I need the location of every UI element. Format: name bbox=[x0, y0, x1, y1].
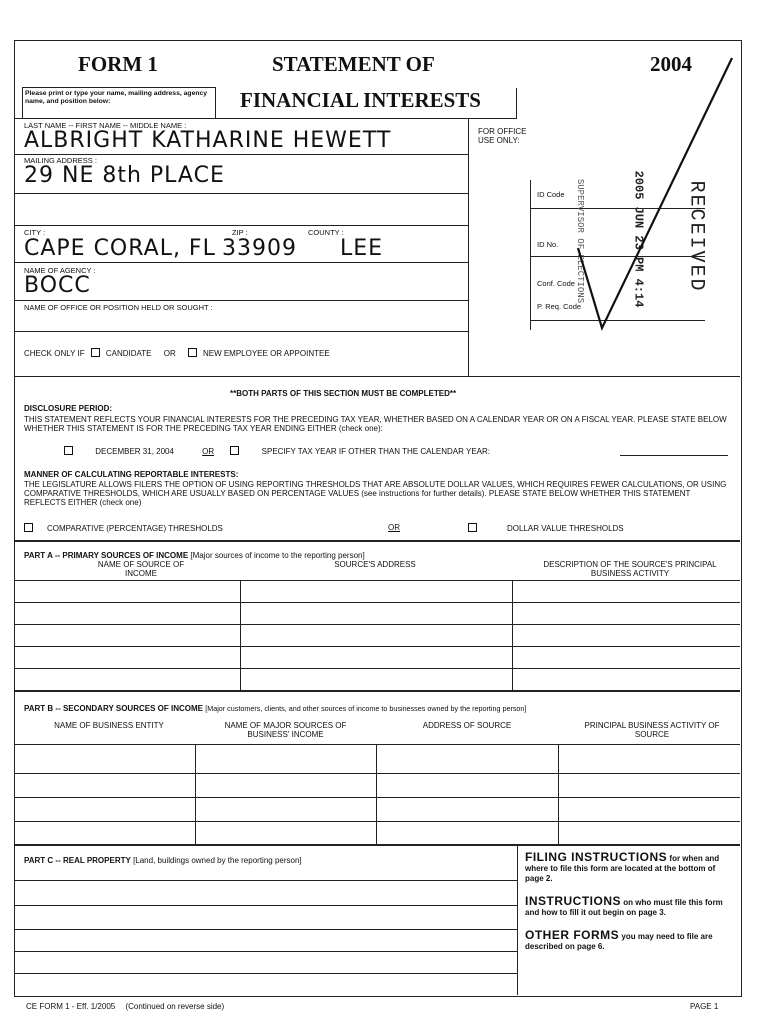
period-or: OR bbox=[202, 447, 215, 456]
form-year: 2004 bbox=[650, 52, 692, 76]
agency-value[interactable]: BOCC bbox=[24, 273, 91, 298]
new-employee-checkbox[interactable] bbox=[188, 348, 197, 357]
or-label: OR bbox=[163, 349, 176, 358]
candidate-checkbox[interactable] bbox=[91, 348, 100, 357]
footer-form-id: CE FORM 1 - Eff. 1/2005 bbox=[26, 1002, 116, 1011]
footer-page: PAGE 1 bbox=[690, 1002, 719, 1011]
received-stamp: RECEIVED bbox=[684, 180, 708, 293]
part-a-subtitle: [Major sources of income to the reporting person] bbox=[190, 551, 365, 560]
dollar-option bbox=[468, 523, 624, 533]
instr-head: INSTRUCTIONS bbox=[525, 894, 621, 908]
dollar-checkbox[interactable] bbox=[468, 523, 477, 532]
manner-heading: MANNER OF CALCULATING REPORTABLE INTERESTS: bbox=[24, 470, 239, 479]
instructions-panel bbox=[525, 852, 733, 952]
dollar-label: DOLLAR VALUE THRESHOLDS bbox=[507, 524, 624, 533]
other-forms bbox=[525, 930, 733, 952]
print-instruction: Please print or type your name, mailing address, agency name, and position below: bbox=[25, 90, 208, 105]
specify-label: SPECIFY TAX YEAR IF OTHER THAN THE CALENDAR YEAR: bbox=[261, 447, 490, 456]
statement-title-line2: FINANCIAL INTERESTS bbox=[240, 88, 481, 112]
candidate-label: CANDIDATE bbox=[105, 349, 152, 358]
other-text: you may need to file are described on page 6. bbox=[525, 932, 713, 951]
who-must-file bbox=[525, 896, 733, 918]
part-c-subtitle: [Land, buildings owned by the reporting person] bbox=[133, 856, 302, 865]
dec-31-checkbox[interactable] bbox=[64, 446, 73, 455]
check-only-row bbox=[24, 348, 330, 358]
county-value[interactable]: LEE bbox=[340, 236, 384, 261]
city-value[interactable]: CAPE CORAL, FL bbox=[24, 236, 216, 261]
office-label: NAME OF OFFICE OR POSITION HELD OR SOUGHT : bbox=[24, 303, 213, 312]
manner-text: THE LEGISLATURE ALLOWS FILERS THE OPTION OF USING REPORTING THRESHOLDS THAT ARE ABSOLUTE DOLLAR VALUES, WHICH REQUIRES FEWER CALCULATIONS, OR USING COMPARATIVE THRESHOLDS, WHICH ARE USUALLY BASED ON PERCENTAGE VALUES (see instructions for further details). PLEASE STATE BELOW WHETHER THIS STATEMENT REFLECTS EITHER (check one) bbox=[24, 480, 727, 507]
agency-label: NAME OF AGENCY : bbox=[24, 266, 96, 275]
part-a-col3: DESCRIPTION OF THE SOURCE'S PRINCIPAL BUSINESS ACTIVITY bbox=[543, 560, 717, 578]
mailing-value[interactable]: 29 NE 8th PLACE bbox=[24, 163, 225, 188]
filing-head: FILING INSTRUCTIONS bbox=[525, 850, 668, 864]
office-use-line1: FOR OFFICE bbox=[478, 127, 527, 136]
office-use-label bbox=[478, 127, 526, 145]
footer-continued: (Continued on reverse side) bbox=[125, 1002, 225, 1011]
part-c-title-row bbox=[24, 856, 302, 865]
check-only-label: CHECK ONLY IF bbox=[24, 349, 85, 358]
part-b-col3: ADDRESS OF SOURCE bbox=[422, 721, 512, 730]
part-b-subtitle: [Major customers, clients, and other sources of income to businesses owned by the reporting person] bbox=[205, 704, 527, 713]
part-b-title-row bbox=[24, 704, 526, 713]
filing-instructions bbox=[525, 852, 733, 884]
new-employee-label: NEW EMPLOYEE OR APPOINTEE bbox=[202, 349, 330, 358]
zip-value[interactable]: 33909 bbox=[222, 236, 297, 261]
part-b-col1: NAME OF BUSINESS ENTITY bbox=[54, 721, 164, 730]
comparative-checkbox[interactable] bbox=[24, 523, 33, 532]
both-parts-banner: **BOTH PARTS OF THIS SECTION MUST BE COMPLETED** bbox=[230, 389, 457, 398]
stamp-office: SUPERVISOR OF ELECTIONS bbox=[575, 178, 586, 304]
specify-checkbox[interactable] bbox=[230, 446, 239, 455]
county-label: COUNTY : bbox=[308, 228, 344, 237]
threshold-or: OR bbox=[388, 523, 400, 532]
name-label: LAST NAME -- FIRST NAME -- MIDDLE NAME : bbox=[24, 121, 187, 130]
stamp-date: 2005 JUN 23 PM 4:14 bbox=[631, 170, 646, 308]
comparative-option bbox=[24, 523, 223, 533]
part-b-title: PART B -- SECONDARY SOURCES OF INCOME bbox=[24, 704, 203, 713]
city-label: CITY : bbox=[24, 228, 46, 237]
instr-text: on who must file this form and how to fill it out begin on page 3. bbox=[525, 898, 723, 917]
part-c-title: PART C -- REAL PROPERTY bbox=[24, 856, 131, 865]
part-b-col2: NAME OF MAJOR SOURCES OF BUSINESS' INCOME bbox=[224, 721, 347, 739]
p-req-code-label: P. Req. Code bbox=[537, 302, 582, 311]
dec-31-label: DECEMBER 31, 2004 bbox=[95, 447, 174, 456]
conf-code-label: Conf. Code bbox=[537, 279, 575, 288]
id-code-label: ID Code bbox=[537, 190, 565, 199]
comparative-label: COMPARATIVE (PERCENTAGE) THRESHOLDS bbox=[47, 524, 223, 533]
part-a-col1: NAME OF SOURCE OF INCOME bbox=[97, 560, 185, 578]
disclosure-period-text: THIS STATEMENT REFLECTS YOUR FINANCIAL INTERESTS FOR THE PRECEDING TAX YEAR, WHETHER BASED ON A CALENDAR YEAR OR ON A FISCAL YEAR. PLEASE STATE BELOW WHETHER THIS STATEMENT IS FOR THE PRECEDING TAX YEAR ENDING EITHER (check one): bbox=[24, 415, 727, 433]
part-a-title-row bbox=[24, 551, 365, 560]
filing-text: for when and where to file this form are located at the bottom of page 2. bbox=[525, 854, 720, 883]
part-a-col2: SOURCE'S ADDRESS bbox=[334, 560, 416, 569]
mailing-label: MAILING ADDRESS : bbox=[24, 156, 97, 165]
part-b-col4: PRINCIPAL BUSINESS ACTIVITY OF SOURCE bbox=[584, 721, 720, 739]
name-value[interactable]: ALBRIGHT KATHARINE HEWETT bbox=[24, 128, 392, 153]
statement-title-line1: STATEMENT OF bbox=[272, 52, 435, 76]
zip-label: ZIP : bbox=[232, 228, 248, 237]
part-a-title: PART A -- PRIMARY SOURCES OF INCOME bbox=[24, 551, 189, 560]
office-use-line2: USE ONLY: bbox=[478, 136, 520, 145]
other-head: OTHER FORMS bbox=[525, 928, 620, 942]
id-no-label: ID No. bbox=[537, 240, 559, 249]
footer-left bbox=[26, 1002, 224, 1011]
check-mark-icon bbox=[560, 40, 740, 340]
form-title: FORM 1 bbox=[78, 52, 158, 76]
disclosure-period-heading: DISCLOSURE PERIOD: bbox=[24, 404, 113, 413]
